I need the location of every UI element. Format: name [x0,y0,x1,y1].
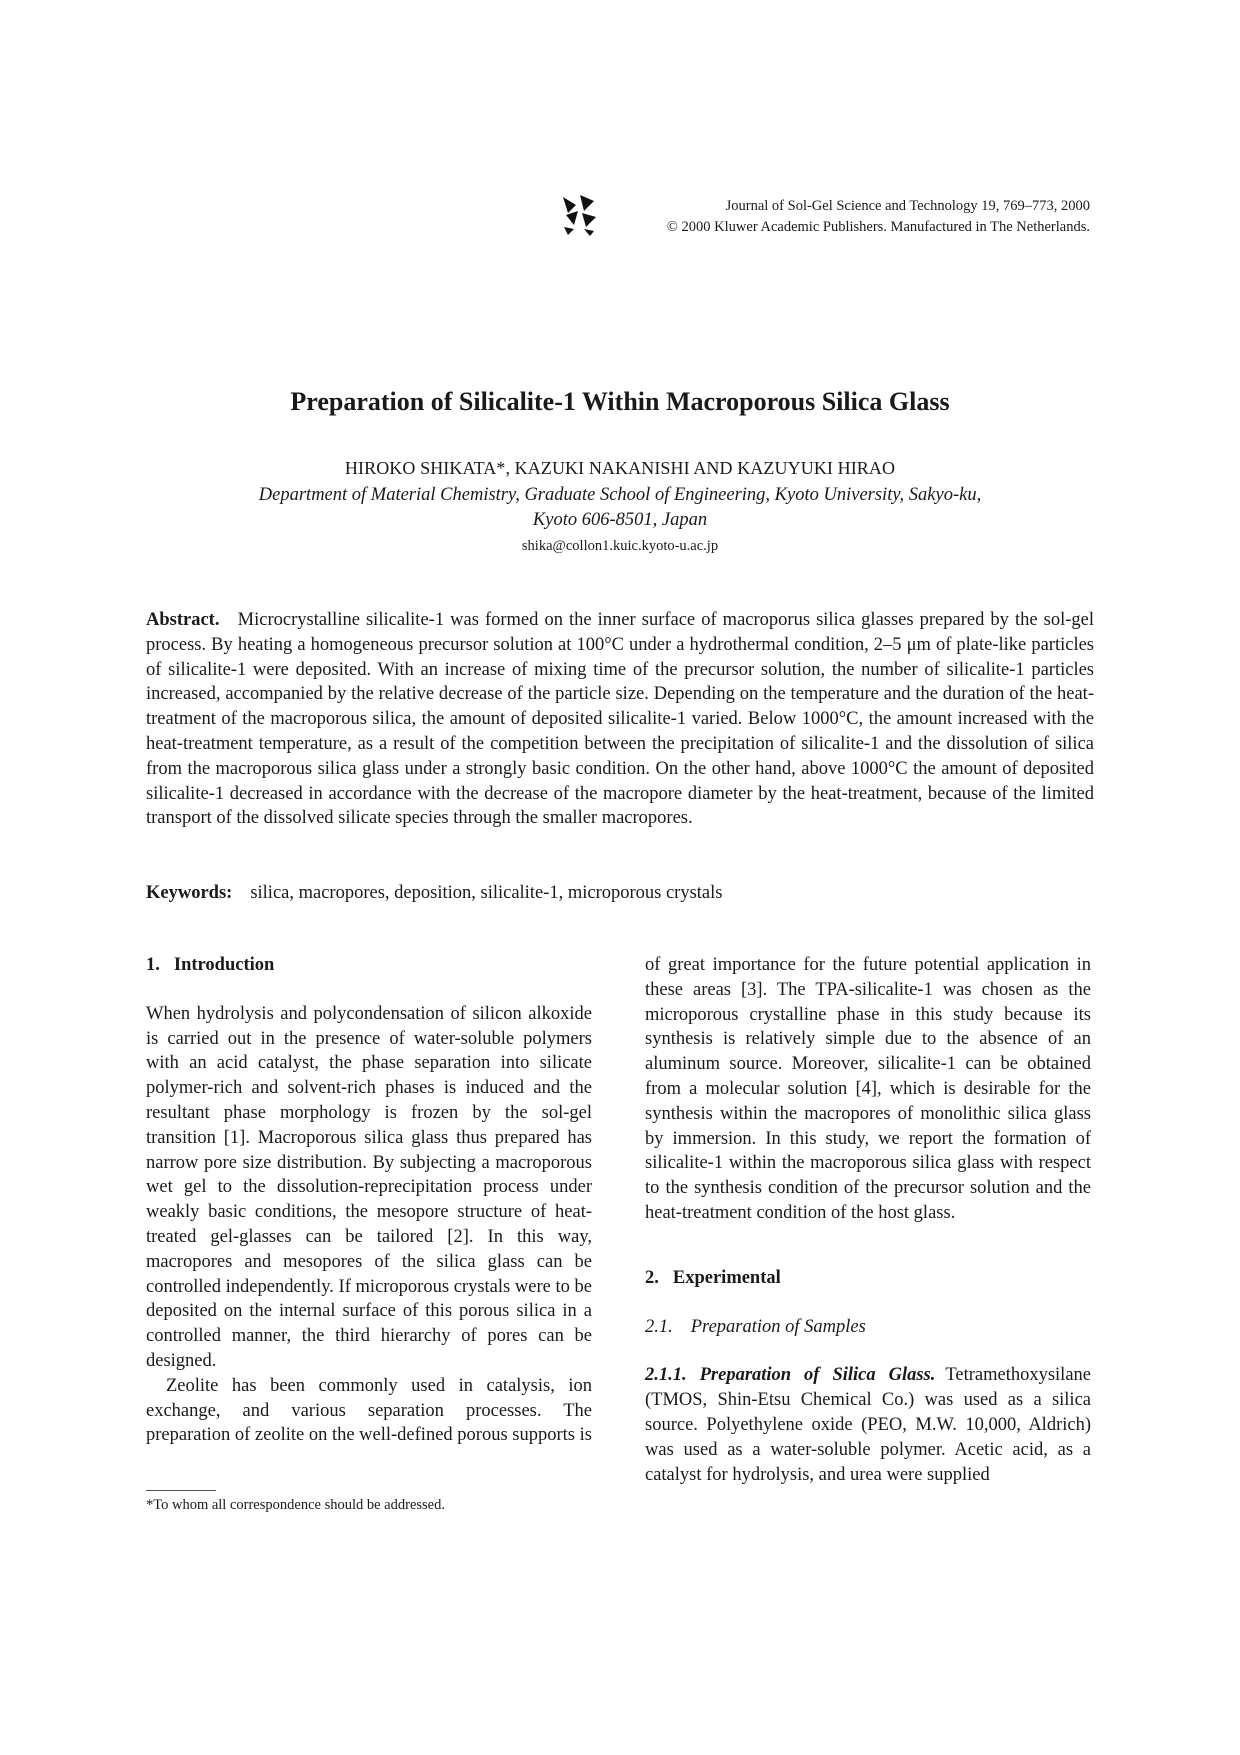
abstract-text: Microcrystalline silicalite-1 was formed on the inner surface of macroporus silica glasses prepared by the sol-gel process. By heating a homogeneous precursor solution at 100°C under a hydrothermal condition, 2–5 μm of plate-like particles of silicalite-1 were deposited. With an increase of mixing time of the precursor solution, the number of silicalite-1 particles increased, accompanied by the relative decrease of the particle size. Depending on the temperature and the duration of the heat-treatment of the macroporous silica, the amount of deposited silicalite-1 varied. Below 1000°C, the amount increased with the heat-treatment temperature, as a result of the competition between the precipitation of silicalite-1 and the dissolution of silica from the macroporous silica glass under a strongly basic condition. On the other hand, above 1000°C the amount of deposited silicalite-1 decreased in accordance with the decrease of the macropore diameter by the heat-treatment, because of the limited transport of the dissolved silicate species through the smaller macropores. [146,610,1094,829]
copyright-line: © 2000 Kluwer Academic Publishers. Manufactured in The Netherlands. [666,219,1090,235]
intro-paragraph-1: When hydrolysis and polycondensation of silicon alkoxide is carried out in the presence of water-soluble polymers with an acid catalyst, the phase separation into silicate polymer-rich and solvent-rich phases is induced and the resultant phase morphology is frozen by the sol-gel transition [1]. Macroporous silica glass thus prepared has narrow pore size distribution. By subjecting a macroporous wet gel to the dissolution-reprecipitation process under weakly basic conditions, the mesopore structure of heat-treated gel-glasses can be tailored [2]. In this way, macropores and mesopores of the silica glass can be controlled independently. If microporous crystals were to be deposited on the internal surface of this porous silica in a controlled manner, the third hierarchy of pores can be designed. [146,1003,592,1371]
publisher-logo-icon [560,193,598,237]
affiliation [150,483,1090,533]
email[interactable]: shika@collon1.kuic.kyoto-u.ac.jp [521,538,719,554]
authors: HIROKO SHIKATA*, KAZUKI NAKANISHI AND KAZUYUKI HIRAO [344,458,896,478]
abstract-label: Abstract. [146,610,220,630]
journal-header [560,193,1090,243]
keywords [146,883,1094,904]
right-column [645,953,1091,1487]
experimental-text: Tetramethoxysilane (TMOS, Shin-Etsu Chemical Co.) was used as a silica source. Polyethylene oxide (PEO, M.W. 10,000, Aldrich) was used as a water-soluble polymer. Acetic acid, as a catalyst for hydrolysis, and urea were supplied [645,1365,1091,1485]
journal-citation: Journal of Sol-Gel Science and Technology 19, 769–773, 2000 [725,198,1090,214]
experimental-paragraph [645,1363,1091,1487]
intro-paragraph-2-continued: of great importance for the future potential application in these areas [3]. The TPA-silicalite-1 was chosen as the microporous crystalline phase in this study because its synthesis is relatively simple due to the absence of an aluminum source. Moreover, silicalite-1 can be obtained from a molecular solution [4], which is desirable for the synthesis within the macropores of monolithic silica glass by immersion. In this study, we report the formation of silicalite-1 within the macroporous silica glass with respect to the synthesis condition of the precursor solution and the heat-treatment condition of the host glass. [645,955,1091,1223]
paper-title: Preparation of Silicalite-1 Within Macroporous Silica Glass [290,387,950,416]
footnote: *To whom all correspondence should be addressed. [146,1497,445,1513]
keywords-text: silica, macropores, deposition, silicalite-1, microporous crystals [250,883,723,903]
footnote-rule [146,1490,216,1491]
intro-paragraph-2: Zeolite has been commonly used in catalysis, ion exchange, and various separation processes. The preparation of zeolite on the well-defined porous supports is [146,1375,592,1446]
section-heading-introduction: 1. Introduction [146,955,275,975]
affiliation-line-2: Kyoto 606-8501, Japan [532,510,708,530]
runin-heading: 2.1.1. Preparation of Silica Glass. [645,1365,936,1386]
keywords-label: Keywords: [146,883,233,903]
abstract [146,608,1094,831]
subsection-heading-preparation: 2.1. Preparation of Samples [645,1316,866,1337]
section-heading-experimental: 2. Experimental [645,1267,781,1288]
left-column [146,953,592,1448]
affiliation-line-1: Department of Material Chemistry, Graduate School of Engineering, Kyoto University, Sakyo-ku, [258,485,982,505]
